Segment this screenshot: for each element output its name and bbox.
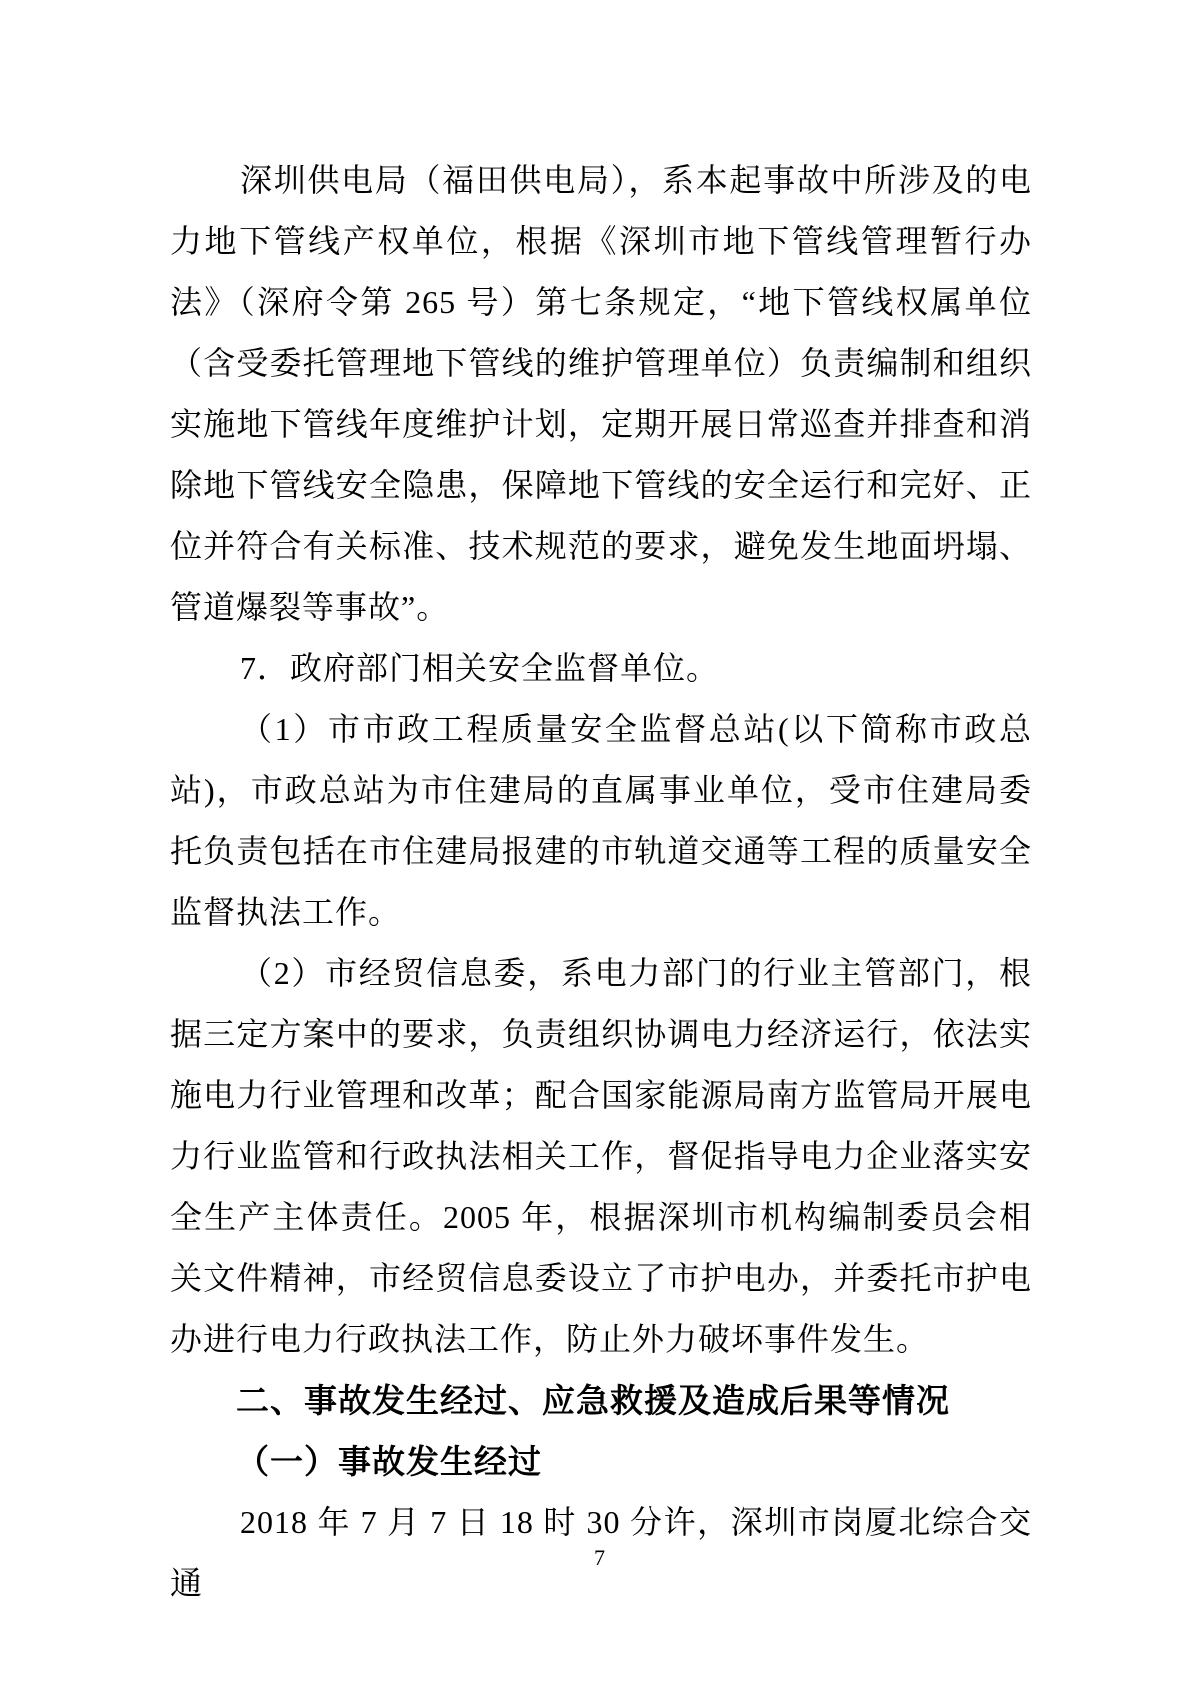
page-number: 7 [594, 1545, 605, 1570]
body-paragraph-item-7-2: （2）市经贸信息委，系电力部门的行业主管部门，根据三定方案中的要求，负责组织协调电力经济运行，依法实施电力行业管理和改革；配合国家能源局南方监管局开展电力行业监管和行政执法相关工作，督促指导电力企业落实安全生产主体责任。2005 年，根据深圳市机构编制委员会相关文件精神，市经贸信息委设立了市护电办，并委托市护电办进行电力行政执法工作，防止外力破坏事件发生。 [170, 955, 1032, 1357]
body-paragraph-power-bureau: 深圳供电局（福田供电局），系本起事故中所涉及的电力地下管线产权单位，根据《深圳市地下管线管理暂行办法》（深府令第 265 号）第七条规定，“地下管线权属单位（含受委托管理地下管线的维护管理单位）负责编制和组织实施地下管线年度维护计划，定期开展日常巡查并排查和消除地下管线安全隐患，保障地下管线的安全运行和完好、正位并符合有关标准、技术规范的要求，避免发生地面坍塌、管道爆裂等事故”。 [170, 162, 1032, 625]
section-heading-2: 二、事故发生经过、应急救援及造成后果等情况 [236, 1382, 950, 1419]
body-paragraph-item-7-1: （1）市市政工程质量安全监督总站(以下简称市政总站)，市政总站为市住建局的直属事业单位，受市住建局委托负责包括在市住建局报建的市轨道交通等工程的质量安全监督执法工作。 [170, 711, 1032, 930]
document-body [170, 150, 1032, 1614]
body-paragraph-item-7: 7．政府部门相关安全监督单位。 [240, 650, 720, 686]
body-paragraph-accident-start: 2018 年 7 月 7 日 18 时 30 分许，深圳市岗厦北综合交通 [170, 1504, 1032, 1601]
subsection-heading-2-1: （一）事故发生经过 [236, 1443, 542, 1480]
